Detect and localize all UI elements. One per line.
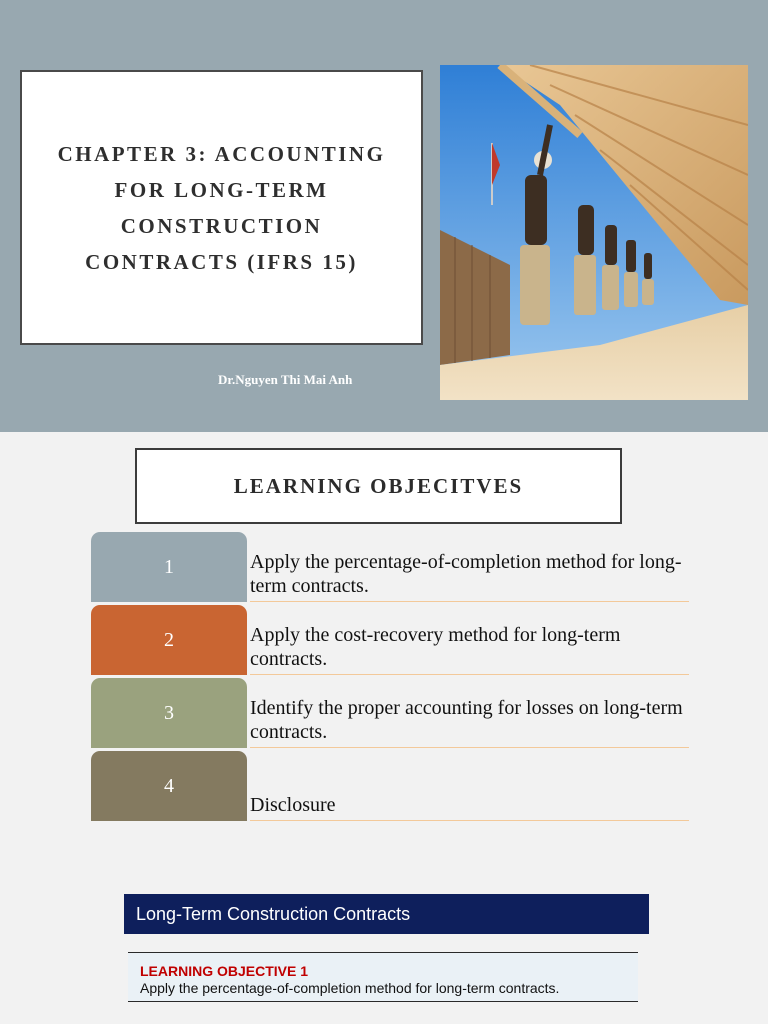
title-box [20, 70, 423, 345]
objectives-header [135, 448, 622, 524]
author-name: Dr.Nguyen Thi Mai Anh [218, 372, 353, 387]
learning-objective-title: LEARNING OBJECTIVE 1 [140, 963, 309, 979]
objective-row-3 [91, 678, 689, 748]
objective-row-2 [91, 605, 689, 675]
objective-text-4: Disclosure [250, 751, 689, 821]
construction-photo [440, 65, 748, 400]
objective-number-4: 4 [91, 751, 247, 821]
objectives-slide [0, 432, 768, 842]
objective-row-4 [91, 751, 689, 821]
objective-number-2: 2 [91, 605, 247, 675]
objective-text-2: Apply the cost-recovery method for long-term contracts. [250, 605, 689, 675]
objectives-header-text: LEARNING OBJECITVES [233, 473, 524, 498]
learning-objective-description: Apply the percentage-of-completion method for long-term contracts. [140, 980, 560, 996]
objective-row-1 [91, 532, 689, 602]
objective-text-3: Identify the proper accounting for losses on long-term contracts. [250, 678, 689, 748]
construction-workers-illustration [440, 65, 748, 400]
slide-title: CHAPTER 3: ACCOUNTING FOR LONG-TERM CONSTRUCTION CONTRACTS (IFRS 15) [57, 141, 386, 274]
construction-contracts-slide [0, 842, 768, 1024]
objective-number-1: 1 [91, 532, 247, 602]
learning-objective-box [128, 952, 638, 1002]
objective-text-1: Apply the percentage-of-completion method for long-term contracts. [250, 532, 689, 602]
objective-number-3: 3 [91, 678, 247, 748]
title-slide [0, 0, 768, 432]
section-title-bar: Long-Term Construction Contracts [124, 894, 649, 934]
